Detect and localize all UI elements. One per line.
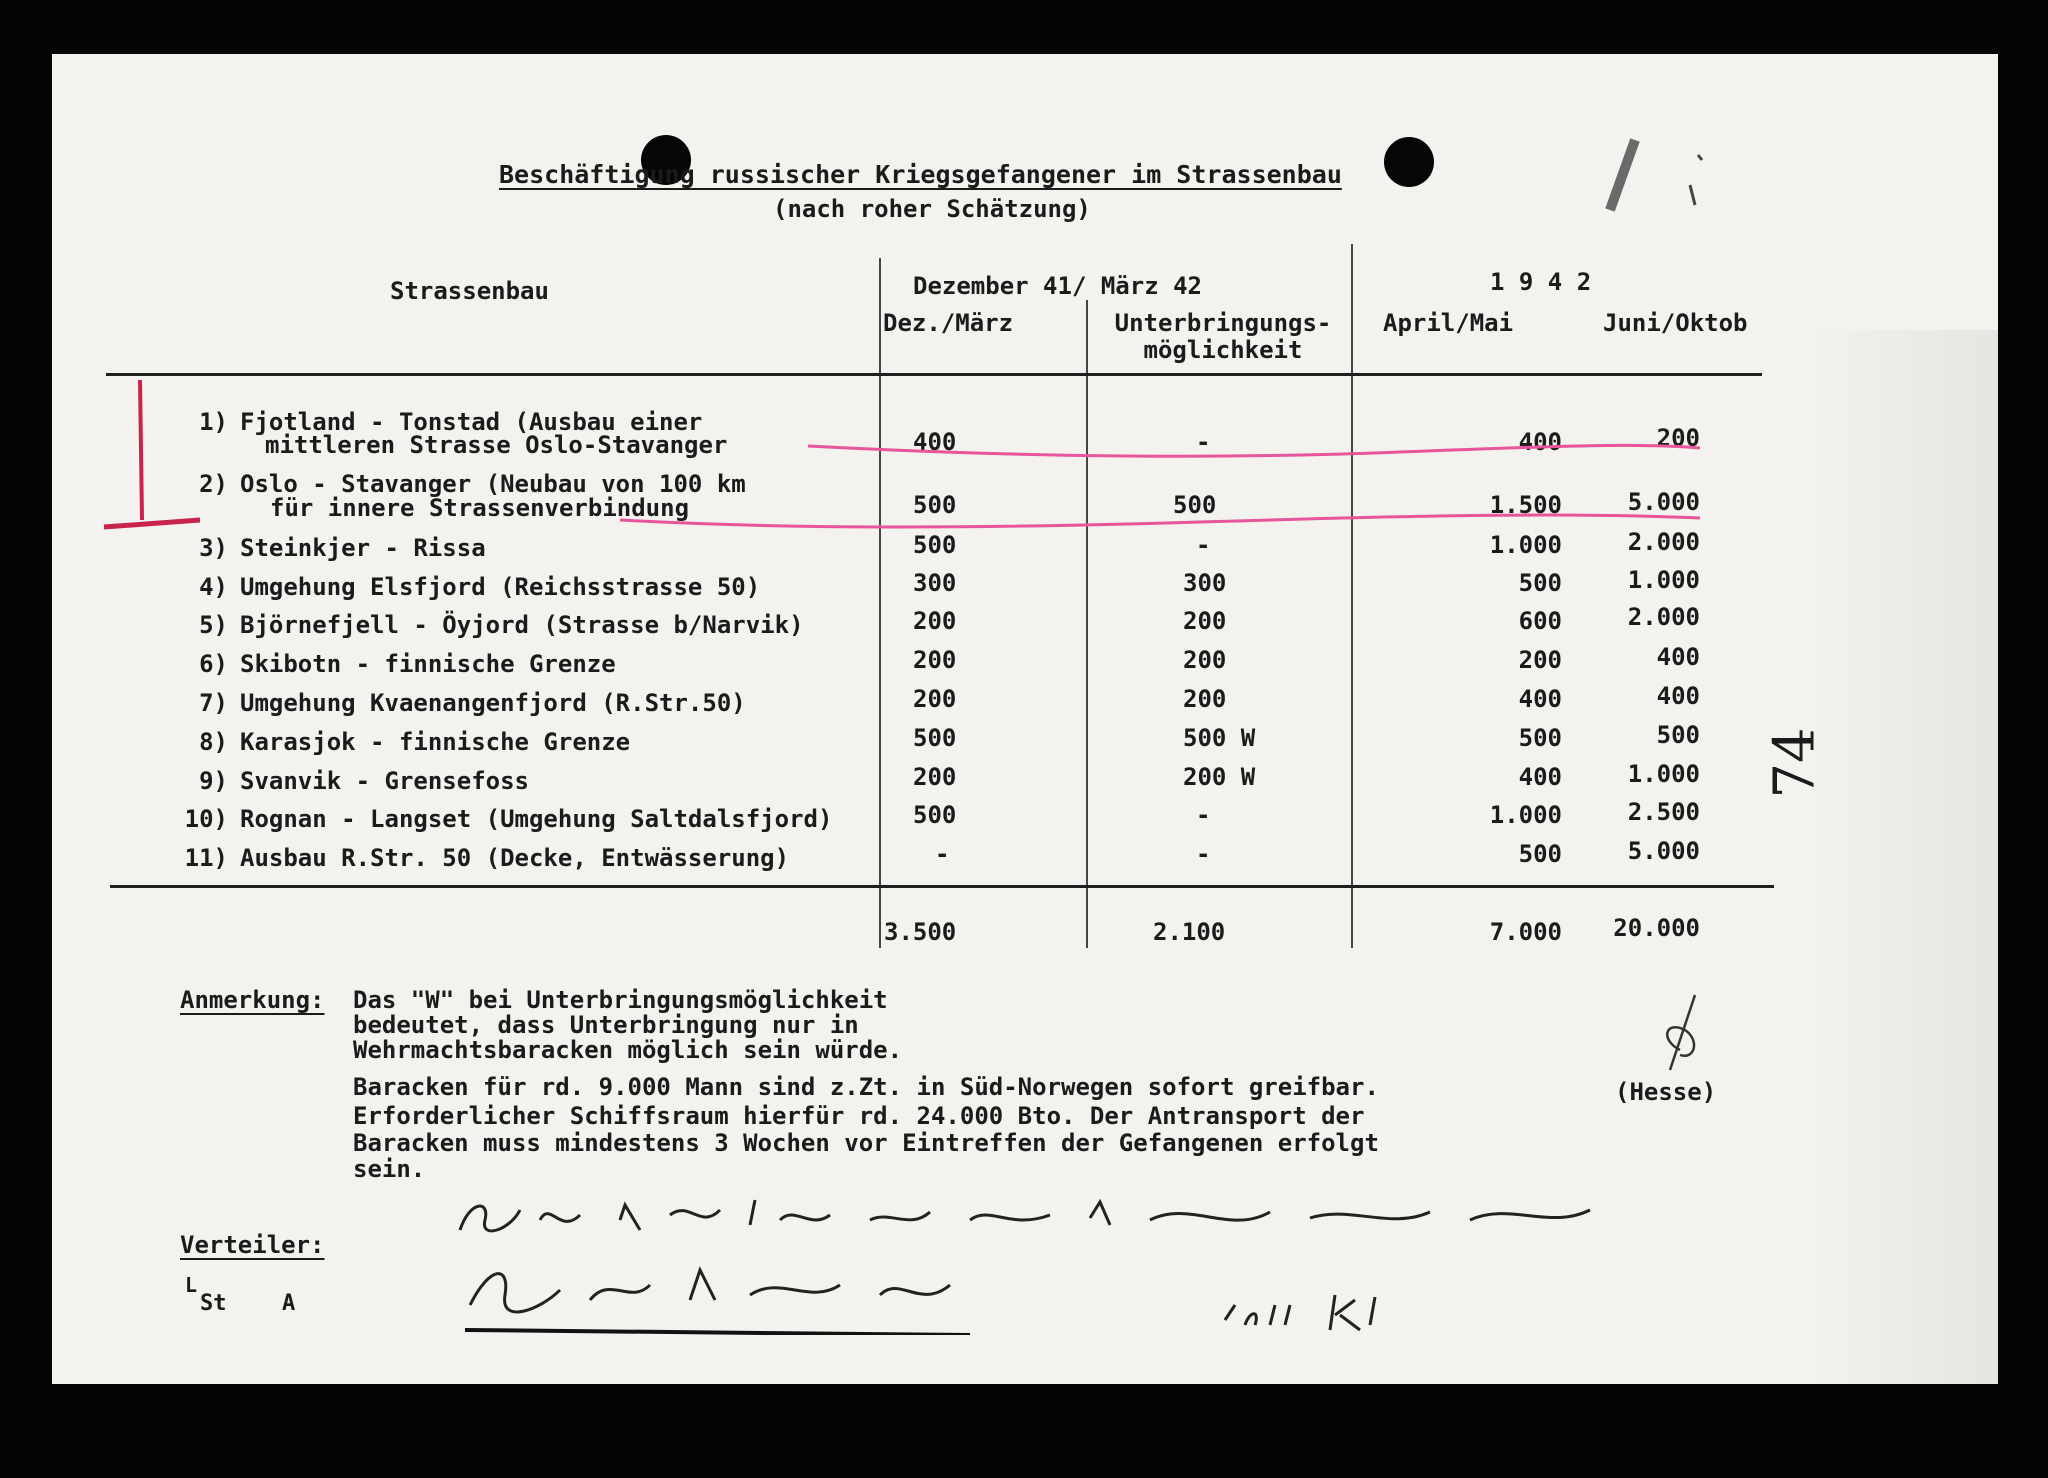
row-road: Skibotn - finnische Grenze [240,650,616,678]
signature-name: (Hesse) [1615,1078,1717,1106]
row-apr: 200 [1518,646,1562,674]
row-number: 1) [199,408,228,436]
row-number: 7) [199,689,228,717]
row-road: Karasjok - finnische Grenze [240,728,631,756]
note-line: Erforderlicher Schiffsraum hierfür rd. 24.000 Bto. Der Antransport der [353,1102,1365,1130]
row-accom: 200 [1183,646,1227,674]
row-dec: 300 [913,569,957,597]
row-apr: 400 [1518,763,1562,791]
row-dec: 500 [913,491,957,519]
row-apr: 600 [1518,607,1562,635]
note-label: Anmerkung: [180,986,325,1014]
total-apr: 7.000 [1489,918,1562,946]
header-road: Strassenbau [390,277,549,305]
row-jun: 400 [1656,682,1700,710]
row-number: 4) [199,573,228,601]
row-accom: - [1196,428,1211,456]
row-road: Umgehung Kvaenangenfjord (R.Str.50) [240,689,746,717]
row-accom: 500 W [1183,724,1256,752]
distribution-label: Verteiler: [180,1231,325,1259]
row-jun: 400 [1656,643,1700,671]
row-road: Oslo - Stavanger (Neubau von 100 km [240,470,746,498]
row-dec: 200 [913,607,957,635]
header-dec: Dez./März [883,309,1014,337]
row-number: 3) [199,534,228,562]
row-apr: 500 [1518,840,1562,868]
row-jun: 1.000 [1627,760,1700,788]
row-road-cont: mittleren Strasse Oslo-Stavanger [265,431,728,459]
row-jun: 1.000 [1627,566,1700,594]
distribution-a: A [282,1291,296,1316]
total-dec: 3.500 [884,918,957,946]
row-accom: - [1196,840,1211,868]
row-accom: 200 W [1183,763,1256,791]
row-road: Ausbau R.Str. 50 (Decke, Entwässerung) [240,844,790,872]
row-apr: 1.000 [1489,801,1562,829]
row-road: Björnefjell - Öyjord (Strasse b/Narvik) [240,611,804,639]
row-road: Umgehung Elsfjord (Reichsstrasse 50) [240,573,761,601]
row-accom: - [1196,531,1211,559]
note-line: Baracken muss mindestens 3 Wochen vor Eintreffen der Gefangenen erfolgt [353,1129,1379,1157]
note-line: Baracken für rd. 9.000 Mann sind z.Zt. in Süd-Norwegen sofort greifbar. [353,1073,1379,1101]
handwritten-initials [1220,1285,1450,1345]
row-apr: 1.500 [1489,491,1562,519]
row-jun: 5.000 [1627,837,1700,865]
row-dec: - [935,840,950,868]
row-road: Fjotland - Tonstad (Ausbau einer [240,408,703,436]
total-accom: 2.100 [1153,918,1226,946]
row-apr: 400 [1518,428,1562,456]
row-number: 11) [184,844,228,872]
row-dec: 400 [913,428,957,456]
row-road: Svanvik - Grensefoss [240,767,529,795]
row-apr: 500 [1518,724,1562,752]
handwritten-note-line-1 [450,1190,1600,1250]
row-dec: 500 [913,724,957,752]
handwritten-paraph [1640,990,1720,1080]
note-line: sein. [353,1155,426,1183]
row-dec: 200 [913,763,957,791]
row-number: 6) [199,650,228,678]
row-jun: 200 [1656,424,1700,452]
note-line: Wehrmachtsbaracken möglich sein würde. [353,1036,903,1064]
header-accom-1: Unterbringungs- [1114,309,1332,337]
note-line: Das "W" bei Unterbringungsmöglichkeit [353,986,888,1014]
margin-number: 74 [1762,727,1828,799]
note-line: bedeutet, dass Unterbringung nur in [353,1011,859,1039]
pencil-mark-top-right [1590,130,1740,220]
row-number: 9) [199,767,228,795]
row-jun: 2.000 [1627,528,1700,556]
row-accom: 500 [1173,491,1217,519]
handwritten-note-line-2 [460,1255,980,1335]
header-accom-2: möglichkeit [1143,336,1303,364]
row-accom: - [1196,801,1211,829]
row-dec: 500 [913,531,957,559]
row-accom: 200 [1183,685,1227,713]
row-road: Rognan - Langset (Umgehung Saltdalsfjord) [240,805,833,833]
header-group-year: 1 9 4 2 [1490,268,1592,296]
total-jun: 20.000 [1613,914,1700,942]
row-dec: 200 [913,685,957,713]
document-subtitle: (nach roher Schätzung) [773,195,1091,223]
row-dec: 200 [913,646,957,674]
row-road: Steinkjer - Rissa [240,534,486,562]
row-number: 10) [184,805,228,833]
row-jun: 5.000 [1627,488,1700,516]
row-apr: 500 [1518,569,1562,597]
distribution-st: St [200,1291,227,1316]
row-number: 2) [199,470,228,498]
row-road-cont: für innere Strassenverbindung [270,494,690,522]
document-title: Beschäftigung russischer Kriegsgefangener im Strassenbau [499,160,1342,189]
row-number: 5) [199,611,228,639]
header-jun: Juni/Oktob [1603,309,1748,337]
row-apr: 1.000 [1489,531,1562,559]
row-jun: 500 [1656,721,1700,749]
row-number: 8) [199,728,228,756]
distribution-l: L [185,1273,198,1297]
row-apr: 400 [1518,685,1562,713]
row-jun: 2.000 [1627,603,1700,631]
row-accom: 200 [1183,607,1227,635]
row-jun: 2.500 [1627,798,1700,826]
row-accom: 300 [1183,569,1227,597]
header-apr: April/Mai [1383,309,1514,337]
row-dec: 500 [913,801,957,829]
header-group-dec: Dezember 41/ März 42 [913,272,1202,300]
